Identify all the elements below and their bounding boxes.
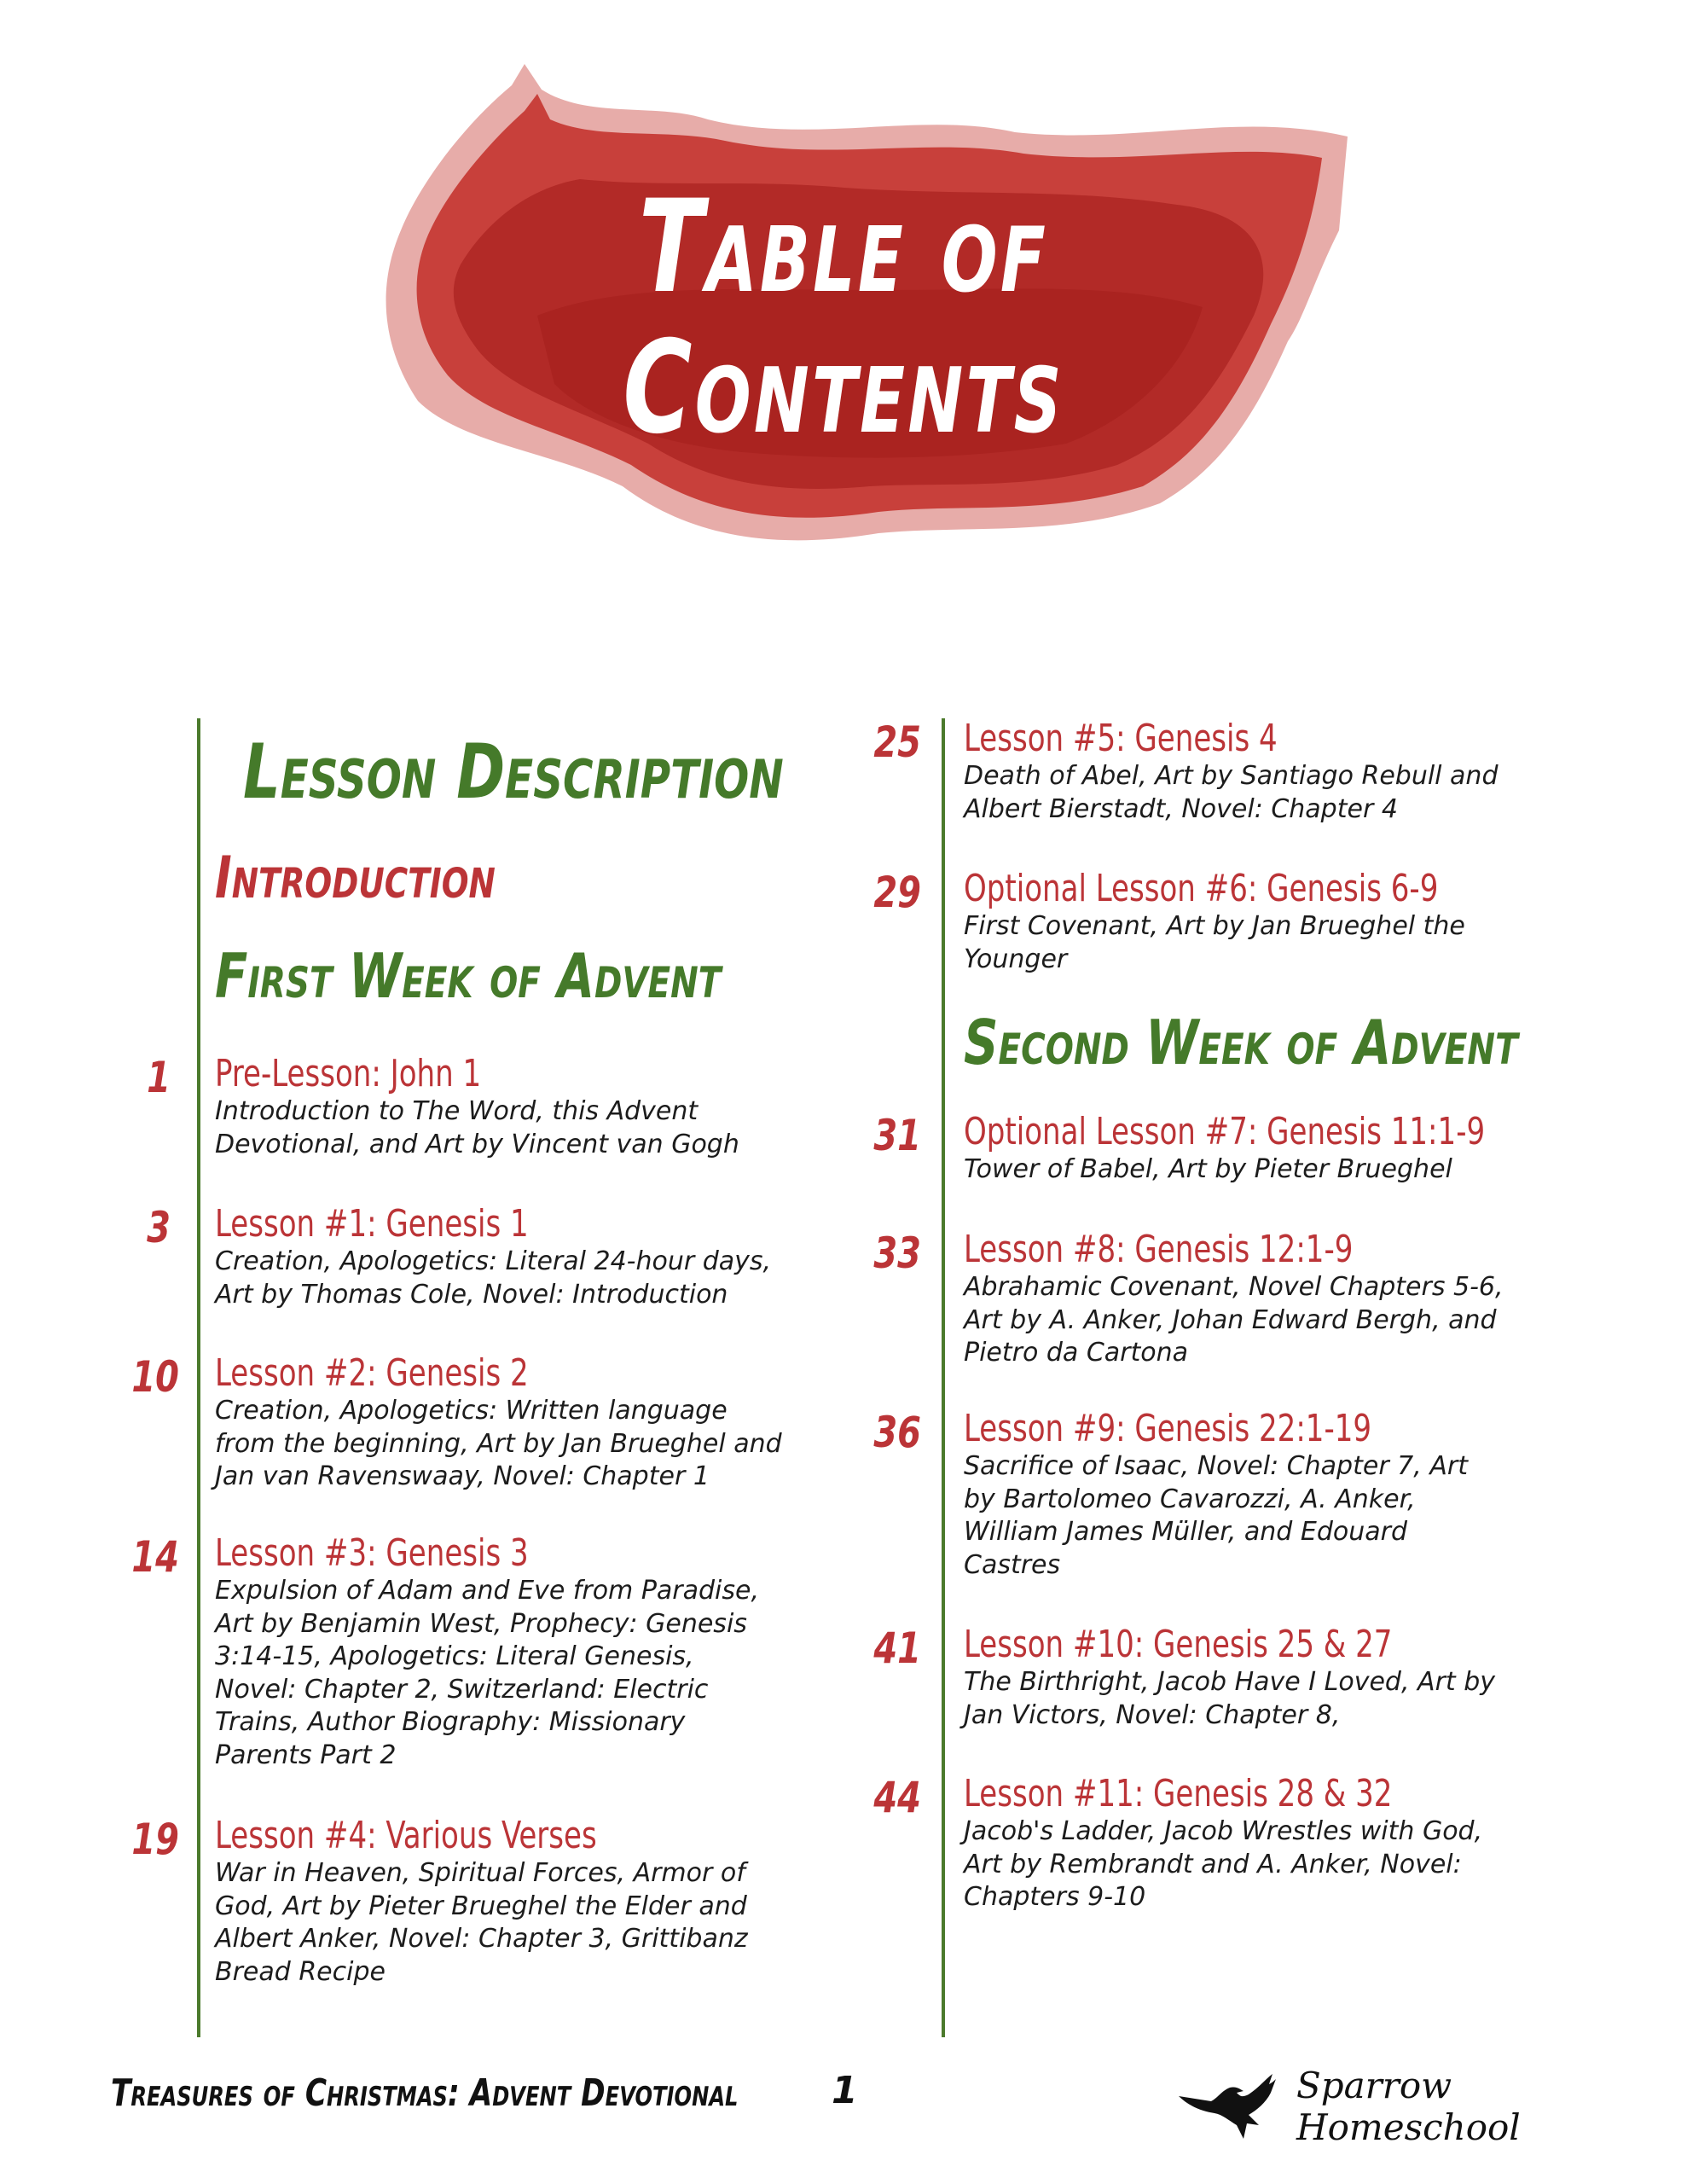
toc-entry[interactable] bbox=[964, 868, 1516, 976]
entry-desc-line: First Covenant, Art by Jan Brueghel the bbox=[964, 911, 1465, 941]
page-number: 44 bbox=[873, 1773, 921, 1822]
toc-entry[interactable] bbox=[215, 1532, 759, 1772]
toc-entry[interactable] bbox=[964, 1228, 1504, 1370]
left-column-divider bbox=[197, 718, 200, 2037]
entry-desc-line: Art by A. Anker, Johan Edward Bergh, and bbox=[964, 1304, 1497, 1335]
page-number: 1 bbox=[147, 1053, 171, 1102]
entry-desc-line: Pietro da Cartona bbox=[964, 1338, 1189, 1368]
entry-title[interactable]: Lesson #5: Genesis 4 bbox=[964, 717, 1278, 760]
page-title-line1: Table of bbox=[638, 173, 1049, 322]
entry-title[interactable]: Lesson #8: Genesis 12:1-9 bbox=[964, 1228, 1354, 1271]
entry-desc-line: Jan van Ravenswaay, Novel: Chapter 1 bbox=[215, 1461, 710, 1491]
entry-title[interactable]: Lesson #10: Genesis 25 & 27 bbox=[964, 1623, 1393, 1666]
entry-desc-line: Jan Victors, Novel: Chapter 8, bbox=[964, 1699, 1341, 1730]
entry-title[interactable]: Lesson #11: Genesis 28 & 32 bbox=[964, 1772, 1393, 1815]
entry-title[interactable]: Lesson #9: Genesis 22:1-19 bbox=[964, 1407, 1372, 1450]
toc-entry[interactable] bbox=[964, 1623, 1495, 1732]
entry-title[interactable]: Lesson #3: Genesis 3 bbox=[215, 1531, 529, 1575]
page-number: 25 bbox=[873, 717, 921, 767]
entry-desc-line: War in Heaven, Spiritual Forces, Armor of bbox=[215, 1858, 745, 1888]
sparrow-bird-icon bbox=[1177, 2072, 1288, 2140]
entry-desc-line: Devotional, and Art by Vincent van Gogh bbox=[215, 1129, 739, 1159]
page-number: 14 bbox=[131, 1532, 179, 1582]
entry-desc-line: Parents Part 2 bbox=[215, 1740, 397, 1770]
brand-name: Sparrow Homeschool bbox=[1296, 2065, 1521, 2148]
toc-entry[interactable] bbox=[964, 1408, 1468, 1582]
page-title-line2: Contents bbox=[623, 314, 1064, 462]
page-number: 19 bbox=[131, 1815, 179, 1864]
page-number: 33 bbox=[873, 1228, 921, 1278]
entry-desc-line: Bread Recipe bbox=[215, 1956, 386, 1987]
entry-desc-line: Sacrifice of Isaac, Novel: Chapter 7, Art bbox=[964, 1451, 1468, 1481]
entry-title[interactable]: Lesson #4: Various Verses bbox=[215, 1814, 597, 1857]
entry-desc-line: Jacob's Ladder, Jacob Wrestles with God, bbox=[964, 1816, 1483, 1846]
footer-book-title: Treasures of Christmas: Advent Devotional bbox=[111, 2071, 739, 2115]
entry-desc-line: William James Müller, and Edouard bbox=[964, 1517, 1408, 1547]
entry-desc-line: Expulsion of Adam and Eve from Paradise, bbox=[215, 1576, 760, 1606]
page-number: 31 bbox=[873, 1111, 921, 1160]
toc-entry[interactable] bbox=[215, 1815, 748, 1989]
entry-desc-line: Trains, Author Biography: Missionary bbox=[215, 1707, 686, 1737]
entry-desc-line: Art by Rembrandt and A. Anker, Novel: bbox=[964, 1849, 1462, 1879]
entry-desc-line: Chapters 9-10 bbox=[964, 1882, 1146, 1912]
right-column-divider bbox=[942, 718, 945, 2037]
toc-entry[interactable] bbox=[215, 1203, 771, 1311]
entry-title[interactable]: Optional Lesson #7: Genesis 11:1-9 bbox=[964, 1110, 1486, 1153]
entry-desc-line: Creation, Apologetics: Literal 24-hour days, bbox=[215, 1246, 772, 1276]
entry-desc-line: Creation, Apologetics: Written language bbox=[215, 1396, 728, 1426]
entry-desc-line: Albert Bierstadt, Novel: Chapter 4 bbox=[964, 793, 1398, 824]
section-heading-introduction: Introduction bbox=[215, 845, 496, 912]
toc-entry[interactable] bbox=[964, 717, 1498, 826]
entry-desc-line: The Birthright, Jacob Have I Loved, Art by bbox=[964, 1667, 1495, 1697]
entry-desc-line: Art by Thomas Cole, Novel: Introduction bbox=[215, 1279, 728, 1310]
entry-title[interactable]: Lesson #1: Genesis 1 bbox=[215, 1202, 529, 1246]
entry-desc-line: Novel: Chapter 2, Switzerland: Electric bbox=[215, 1674, 709, 1705]
page-number: 41 bbox=[873, 1623, 921, 1673]
entry-desc-line: Abrahamic Covenant, Novel Chapters 5-6, bbox=[964, 1272, 1504, 1302]
section-heading-first-week: First Week of Advent bbox=[215, 940, 722, 1012]
entry-desc-line: by Bartolomeo Cavarozzi, A. Anker, bbox=[964, 1484, 1416, 1514]
section-heading-second-week: Second Week of Advent bbox=[964, 1007, 1518, 1078]
entry-desc-line: Castres bbox=[964, 1549, 1061, 1580]
entry-title[interactable]: Lesson #2: Genesis 2 bbox=[215, 1351, 529, 1395]
toc-entry[interactable] bbox=[215, 1352, 782, 1494]
entry-title[interactable]: Optional Lesson #6: Genesis 6-9 bbox=[964, 867, 1439, 910]
entry-desc-line: Art by Benjamin West, Prophecy: Genesis bbox=[215, 1608, 747, 1639]
entry-desc-line: God, Art by Pieter Brueghel the Elder and bbox=[215, 1891, 747, 1921]
brand-logo bbox=[1177, 2065, 1687, 2148]
entry-desc-line: Albert Anker, Novel: Chapter 3, Grittibanz bbox=[215, 1924, 748, 1954]
footer-page-number: 1 bbox=[832, 2069, 858, 2112]
entry-title[interactable]: Pre-Lesson: John 1 bbox=[215, 1052, 482, 1095]
page-number: 36 bbox=[873, 1408, 921, 1457]
toc-entry[interactable] bbox=[215, 1053, 739, 1161]
entry-desc-line: Tower of Babel, Art by Pieter Brueghel bbox=[964, 1154, 1452, 1184]
page-number: 29 bbox=[873, 868, 921, 917]
column-heading: Lesson Description bbox=[243, 728, 784, 816]
toc-entry[interactable] bbox=[964, 1111, 1570, 1187]
entry-desc-line: Introduction to The Word, this Advent bbox=[215, 1096, 699, 1126]
page-number: 10 bbox=[131, 1352, 179, 1402]
entry-desc-line: Younger bbox=[964, 944, 1068, 974]
page-number: 3 bbox=[147, 1203, 171, 1252]
entry-desc-line: from the beginning, Art by Jan Brueghel and bbox=[215, 1428, 782, 1459]
toc-entry[interactable] bbox=[964, 1773, 1482, 1914]
entry-desc-line: 3:14-15, Apologetics: Literal Genesis, bbox=[215, 1641, 694, 1671]
entry-desc-line: Death of Abel, Art by Santiago Rebull and bbox=[964, 761, 1499, 791]
